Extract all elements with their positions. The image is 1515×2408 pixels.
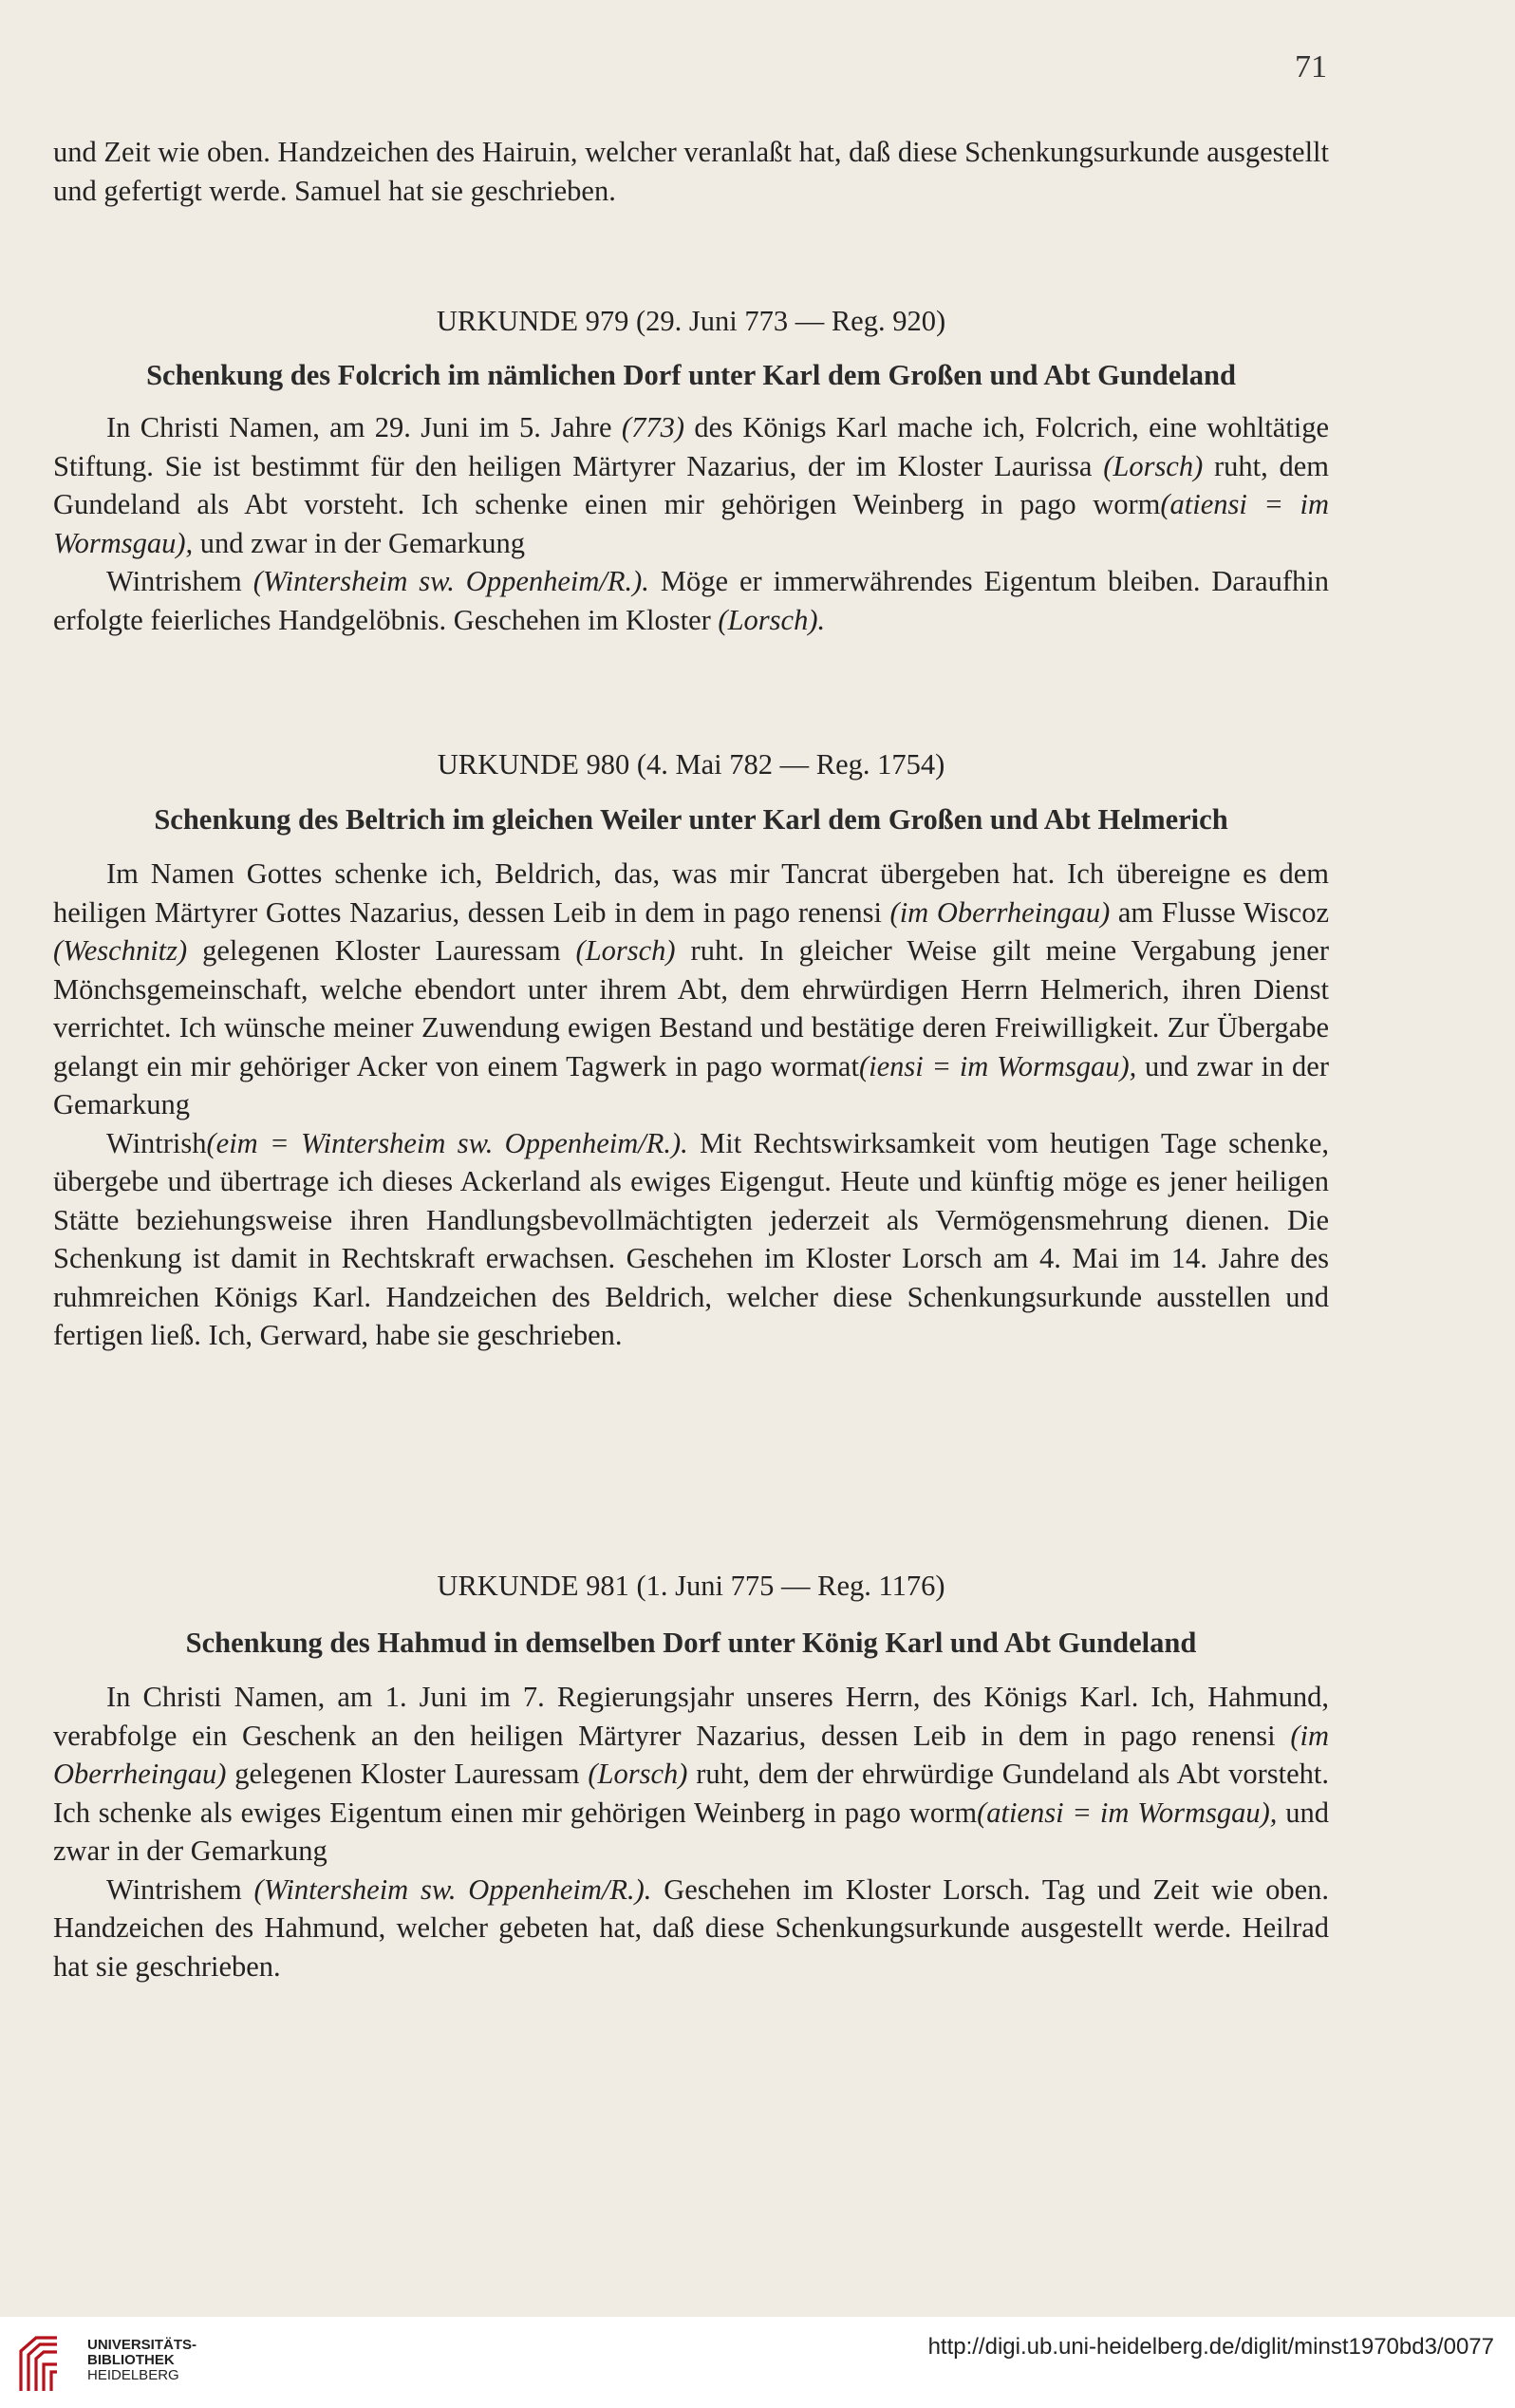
text-run: am Flusse Wiscoz (1110, 895, 1329, 929)
text-run: Möge er immerwährendes Eigentum bleiben. Daraufhin erfolgte feierliches Handgelöbnis. Geschehen im Kloster (53, 565, 1330, 636)
urkunde-981-paragraph-2 (53, 1871, 1329, 1986)
urkunde-981-body (53, 1678, 1329, 1985)
urkunde-979-title: Schenkung des Folcrich im nämlichen Dorf unter Karl dem Großen und Abt Gundeland (146, 359, 1236, 391)
library-name-line-2: BIBLIOTHEK (87, 2352, 175, 2368)
text-run: Im Namen Gottes schenke ich, Beldrich, das, was mir Tancrat übergeben hat. Ich übereigne es dem heiligen Märtyrer Gottes Nazarius, dessen Leib in dem in pago renensi (53, 857, 1329, 929)
text-run: In Christi Namen, am 29. Juni im 5. Jahre (106, 411, 622, 443)
urkunde-981-heading: URKUNDE 981 (1. Juni 775 — Reg. 1176) (437, 1570, 945, 1602)
text-run: In Christi Namen, am 1. Juni im 7. Regierungsjahr unseres Herrn, des Königs Karl. Ich, Hahmund, verabfolge ein Geschenk an den heiligen Märtyrer Nazarius, dessen Leib in dem in pago renensi (53, 1681, 1329, 1752)
text-run: Wintrishem (106, 1872, 254, 1906)
text-run: des Königs Karl mache ich, Folcrich, eine wohltätige Stiftung. Sie ist bestimmt für den heiligen Märtyrer Nazarius, der im Kloster Laurissa (53, 411, 1329, 482)
italic-run: (Wintersheim sw. Oppenheim/R.). (252, 565, 649, 597)
text-run: Wintrish (106, 1126, 207, 1159)
italic-run: (Lorsch) (588, 1758, 688, 1790)
urkunde-980-paragraph-2 (53, 1124, 1329, 1355)
text-run: Mit Rechtswirksamkeit vom heutigen Tage schenke, übergebe und übertrage ich dieses Ackerland als ewiges Eigengut. Heute und künftig möge es jener heiligen Stätte beziehungsweise ihren Handlungsbevollmächtigten jederzeit als Vermögensmehrung dienen. Die Schenkung ist damit in Rechtskraft erwachsen. Geschehen im Kloster Lorsch am 4. Mai im 14. Jahre des ruhmreichen Königs Karl. Handzeichen des Beldrich, welcher diese Schenkungsurkunde ausstellen und fertigen ließ. Ich, Gerward, habe sie geschrieben. (53, 1126, 1329, 1351)
library-name (87, 2338, 196, 2383)
italic-run: (Wintersheim sw. Oppenheim/R.). (253, 1872, 652, 1906)
urkunde-979-body (53, 408, 1329, 639)
text-run: gelegenen Kloster Lauressam (226, 1758, 589, 1790)
urkunde-980-heading: URKUNDE 980 (4. Mai 782 — Reg. 1754) (437, 748, 945, 781)
italic-run: (Lorsch) (575, 934, 676, 967)
italic-run: (Weschnitz) (53, 934, 188, 967)
urkunde-979-heading: URKUNDE 979 (29. Juni 773 — Reg. 920) (436, 305, 946, 337)
italic-run: (im Oberrheingau) (53, 1719, 1329, 1790)
italic-run: (atiensi = im Wormsgau), (977, 1796, 1278, 1829)
italic-run: (atiensi = im Wormsgau), (53, 488, 1329, 559)
text-run: Geschehen im Kloster Lorsch. Tag und Zeit wie oben. Handzeichen des Hahmund, welcher gebeten hat, daß diese Schenkungsurkunde ausgestellt werde. Heilrad hat sie geschrieben. (53, 1872, 1329, 1983)
source-url-link[interactable]: http://digi.ub.uni-heidelberg.de/diglit/minst1970bd3/0077 (927, 2334, 1494, 2360)
italic-run: (iensi = im Wormsgau), (858, 1049, 1137, 1082)
italic-run: (eim = Wintersheim sw. Oppenheim/R.). (206, 1126, 688, 1159)
intro-text: und Zeit wie oben. Handzeichen des Hairuin, welcher veranlaßt hat, daß diese Schenkungsurkunde ausgestellt und gefertigt werde. Samuel hat sie geschrieben. (53, 136, 1329, 207)
footer-bar (0, 2317, 1515, 2408)
urkunde-980-body (53, 855, 1329, 1355)
urkunde-979-paragraph-1 (53, 408, 1329, 562)
urkunde-980-paragraph-1 (53, 855, 1329, 1124)
italic-run: (773) (621, 411, 684, 443)
urkunde-981-paragraph-1 (53, 1678, 1329, 1871)
urkunde-981-title: Schenkung des Hahmud in demselben Dorf unter König Karl und Abt Gundeland (185, 1627, 1197, 1659)
urkunde-979-paragraph-2 (53, 562, 1329, 639)
italic-run: (Lorsch). (718, 603, 826, 636)
text-run: und zwar in der Gemarkung (53, 1049, 1330, 1120)
text-run: und zwar in der Gemarkung (193, 526, 525, 559)
text-run: gelegenen Kloster Lauressam (187, 934, 576, 967)
text-run: ruht, dem Gundeland als Abt vorsteht. Ich schenke einen mir gehörigen Weinberg in pago worm (53, 449, 1329, 520)
text-run: Wintrishem (106, 565, 253, 597)
urkunde-980-title: Schenkung des Beltrich im gleichen Weiler unter Karl dem Großen und Abt Helmerich (154, 803, 1228, 836)
text-run: ruht. In gleicher Weise gilt meine Vergabung jener Mönchsgemeinschaft, welche ebendort unter ihrem Abt, dem ehrwürdigen Herrn Helmerich, ihren Dienst verrichtet. Ich wünsche meiner Zuwendung ewigen Bestand und bestätige deren Freiwilligkeit. Zur Übergabe gelangt ein mir gehöriger Acker von einem Tagwerk in pago wormat (53, 934, 1329, 1082)
intro-paragraph (53, 133, 1329, 210)
italic-run: (im Oberrheingau) (889, 895, 1111, 929)
library-name-line-1: UNIVERSITÄTS- (87, 2337, 197, 2353)
italic-run: (Lorsch) (1103, 449, 1204, 482)
text-run: ruht, dem der ehrwürdige Gundeland als Abt vorsteht. Ich schenke als ewiges Eigentum einen mir gehörigen Weinberg in pago worm (53, 1758, 1329, 1829)
library-logo-icon (15, 2332, 78, 2395)
text-run: und zwar in der Gemarkung (53, 1796, 1329, 1867)
library-name-line-3: HEIDELBERG (87, 2367, 179, 2383)
page-number: 71 (1295, 49, 1327, 85)
